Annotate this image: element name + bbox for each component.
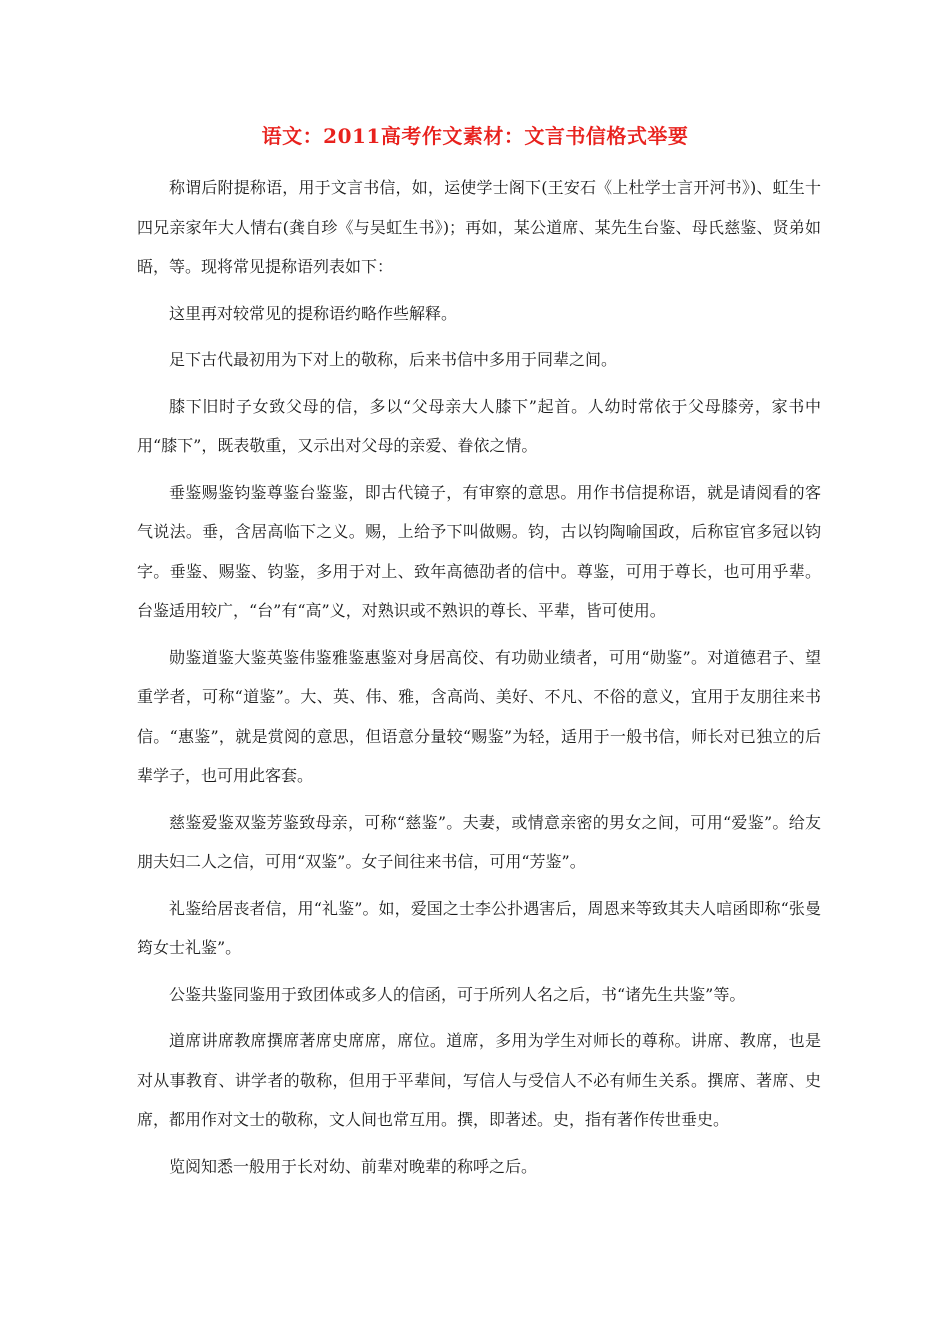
paragraph-zuxia: 足下古代最初用为下对上的敬称，后来书信中多用于同辈之间。 <box>169 350 618 369</box>
paragraph-chuijian: 垂鉴赐鉴钧鉴尊鉴台鉴鉴，即古代镜子，有审察的意思。用作书信提称语，就是请阅看的客气说法。垂，含居高临下之义。赐，上给予下叫做赐。钧，古以钧陶喻国政，后称宦官多冠以钧字。垂鉴、赐鉴、钧鉴，多用于对上、致年高德劭者的信中。尊鉴，可用于尊长，也可用乎辈。台鉴适用较广，“台”有“高”义，对熟识或不熟识的尊长、平辈，皆可使用。 <box>137 482 821 620</box>
paragraph-daoxi: 道席讲席教席撰席著席史席席，席位。道席，多用为学生对师长的尊称。讲席、教席，也是对从事教育、讲学者的敬称，但用于平辈间，写信人与受信人不必有师生关系。撰席、著席、史席，都用作对文士的敬称，文人间也常互用。撰，即著述。史，指有著作传世垂史。 <box>137 1031 821 1129</box>
paragraph-explanation-lead: 这里再对较常见的提称语约略作些解释。 <box>169 303 458 323</box>
paragraph-xixia: 膝下旧时子女致父母的信，多以“父母亲大人膝下”起首。人幼时常依于父母膝旁，家书中用“膝下”，既表敬重，又示出对父母的亲爱、眷依之情。 <box>137 396 821 455</box>
paragraph-gongjian: 公鉴共鉴同鉴用于致团体或多人的信函，可于所列人名之后，书“诸先生共鉴”等。 <box>169 984 746 1004</box>
paragraph-cijian: 慈鉴爱鉴双鉴芳鉴致母亲，可称“慈鉴”。夫妻，或情意亲密的男女之间，可用“爱鉴”。给友朋夫妇二人之信，可用“双鉴”。女子间往来书信，可用“芳鉴”。 <box>137 812 821 871</box>
document-body <box>137 168 821 1193</box>
paragraph-lanyue: 览阅知悉一般用于长对幼、前辈对晚辈的称呼之后。 <box>169 1156 538 1176</box>
paragraph-xunjian: 勋鉴道鉴大鉴英鉴伟鉴雅鉴惠鉴对身居高佼、有功勋业绩者，可用“勋鉴”。对道德君子、望重学者，可称“道鉴”。大、英、伟、雅，含高尚、美好、不凡、不俗的意义，宜用于友朋往来书信。“惠鉴”，就是赏阅的意思，但语意分量较“赐鉴”为轻，适用于一般书信，师长对已独立的后辈学子，也可用此客套。 <box>137 647 821 785</box>
document-title: 语文：2011高考作文素材：文言书信格式举要 <box>261 124 689 148</box>
paragraph-lijian: 礼鉴给居丧者信，用“礼鉴”。如，爱国之士李公扑遇害后，周恩来等致其夫人唁函即称“张曼筠女士礼鉴”。 <box>137 898 821 957</box>
paragraph-intro: 称谓后附提称语，用于文言书信，如，运使学士阁下(王安石《上杜学士言开河书》)、虹生十四兄亲家年大人情右(龚自珍《与吴虹生书》)；再如，某公道席、某先生台鉴、母氏慈鉴、贤弟如晤，等。现将常见提称语列表如下： <box>137 178 821 276</box>
